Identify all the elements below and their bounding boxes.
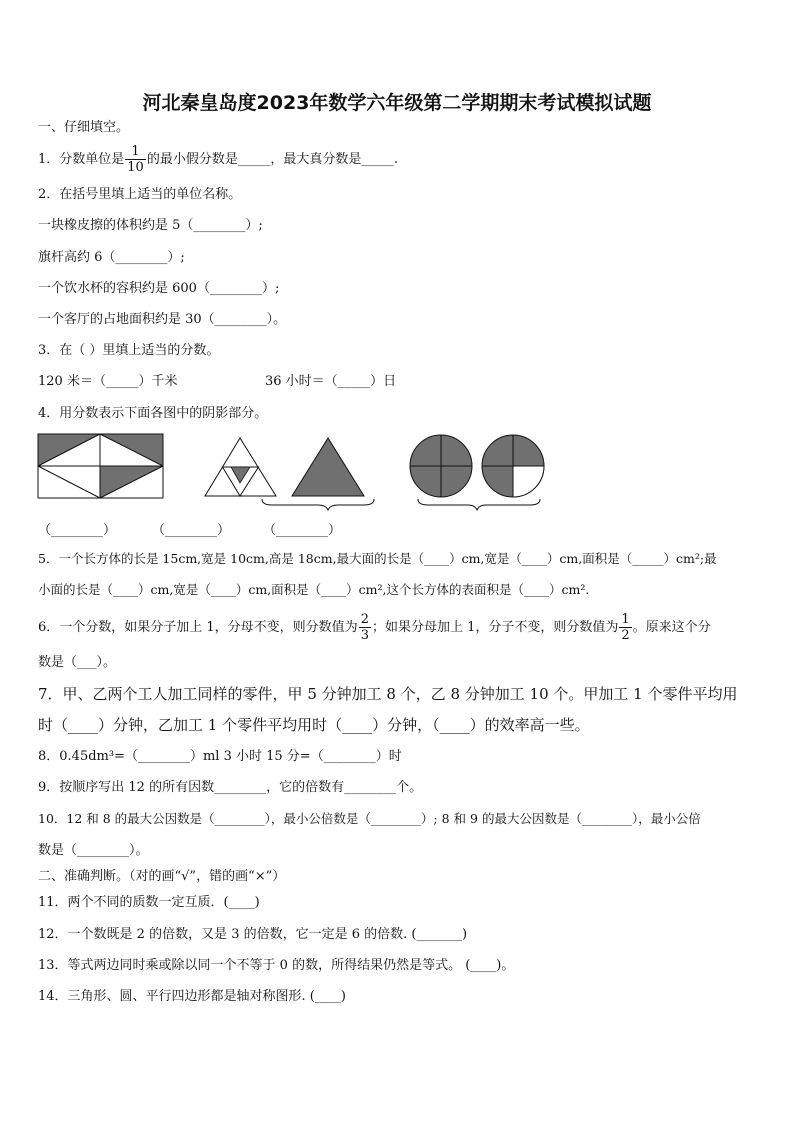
question-6 [38,613,711,642]
question-11: 11．两个不同的质数一定互质．(____) [38,895,260,910]
question-9: 9．按顺序写出 12 的所有因数________，它的倍数有________个。 [38,780,423,795]
q1-denominator: 10 [127,160,144,175]
q4-answer-2: （________） [152,523,231,538]
q6-numerator-1: 2 [360,612,369,627]
question-1 [38,145,398,174]
question-10-line-2: 数是（________）。 [38,843,149,858]
question-7-line-2: 时（____）分钟，乙加工 1 个零件平均用时（____）分钟，（____）的效率高一些。 [38,716,590,734]
question-2c: 一个饮水杯的容积约是 600（________）; [38,281,280,296]
triangle-figure-small [205,438,276,496]
question-6-line-2: 数是（___）。 [38,655,117,670]
question-10-line-1: 10．12 和 8 的最大公因数是（________），最小公倍数是（________）; 8 和 9 的最大公因数是（________），最小公倍 [38,811,701,826]
q1-fraction [125,145,146,174]
q6-numerator-2: 1 [621,612,630,627]
q6-denominator-1: 3 [360,628,369,643]
question-14: 14．三角形、圆、平行四边形都是轴对称图形. (____) [38,989,346,1004]
q4-answer-3: （________） [263,523,342,538]
q1-numerator: 1 [125,145,146,160]
unshaded-quarter [513,466,544,497]
circle-figure-three-quarters [482,435,544,497]
q6-text-2: ；如果分母加上 1，分子不变，则分数值为 [371,620,619,635]
q1-text-pre: 1．分数单位是 [38,152,125,167]
rectangle-figure [38,434,163,498]
q1-text-post: 的最小假分数是_____，最大真分数是_____. [146,152,398,167]
question-4: 4．用分数表示下面各图中的阴影部分。 [38,406,268,421]
question-2b: 旗杆高约 6（________）; [38,250,185,265]
shaded-triangle-large [292,438,364,496]
question-7-line-1: 7．甲、乙两个工人加工同样的零件，甲 5 分钟加工 8 个，乙 8 分钟加工 10 个。甲加工 1 个零件平均用 [38,685,738,703]
shaded-figures [0,428,794,514]
q6-fraction-2 [619,613,631,642]
q6-fraction-1 [359,613,371,642]
q6-text-3: 。原来这个分 [632,620,711,635]
question-5-line-2: 小面的长是（____）cm,宽是（____）cm,面积是（____）cm²,这个长方体的表面积是（____）cm². [38,582,590,597]
question-3a: 120 米＝（_____）千米 [38,374,178,389]
section-2-heading: 二、准确判断。（对的画“√”，错的画“×”） [38,869,286,884]
question-13: 13．等式两边同时乘或除以同一个不等于 0 的数，所得结果仍然是等式。 (____)。 [38,958,515,973]
question-2: 2．在括号里填上适当的单位名称。 [38,187,242,202]
q4-answer-1: （________） [38,523,117,538]
page-title: 河北秦皇岛度2023年数学六年级第二学期期末考试模拟试题 [142,92,652,114]
question-3: 3．在（ ）里填上适当的分数。 [38,343,220,358]
q6-denominator-2: 2 [621,628,630,643]
section-1-heading: 一、仔细填空。 [38,120,130,135]
circle-figure-full [410,435,472,497]
brace [262,499,374,510]
shaded-triangle [231,467,250,483]
question-2d: 一个客厅的占地面积约是 30（________）。 [38,312,287,327]
question-12: 12．一个数既是 2 的倍数，又是 3 的倍数，它一定是 6 的倍数. (_______) [38,927,468,942]
question-2a: 一块橡皮擦的体积约是 5（________）; [38,218,263,233]
brace [418,499,540,510]
question-3b: 36 小时＝（_____）日 [265,374,397,389]
q6-text-1: 6．一个分数，如果分子加上 1，分母不变，则分数值为 [38,620,358,635]
question-8: 8．0.45dm³=（________）ml 3 小时 15 分=（________）时 [38,749,402,764]
question-4-figures [0,428,794,514]
question-5-line-1: 5．一个长方体的长是 15cm,宽是 10cm,高是 18cm,最大面的长是（____）cm,宽是（____）cm,面积是（_____）cm²;最 [38,551,717,566]
